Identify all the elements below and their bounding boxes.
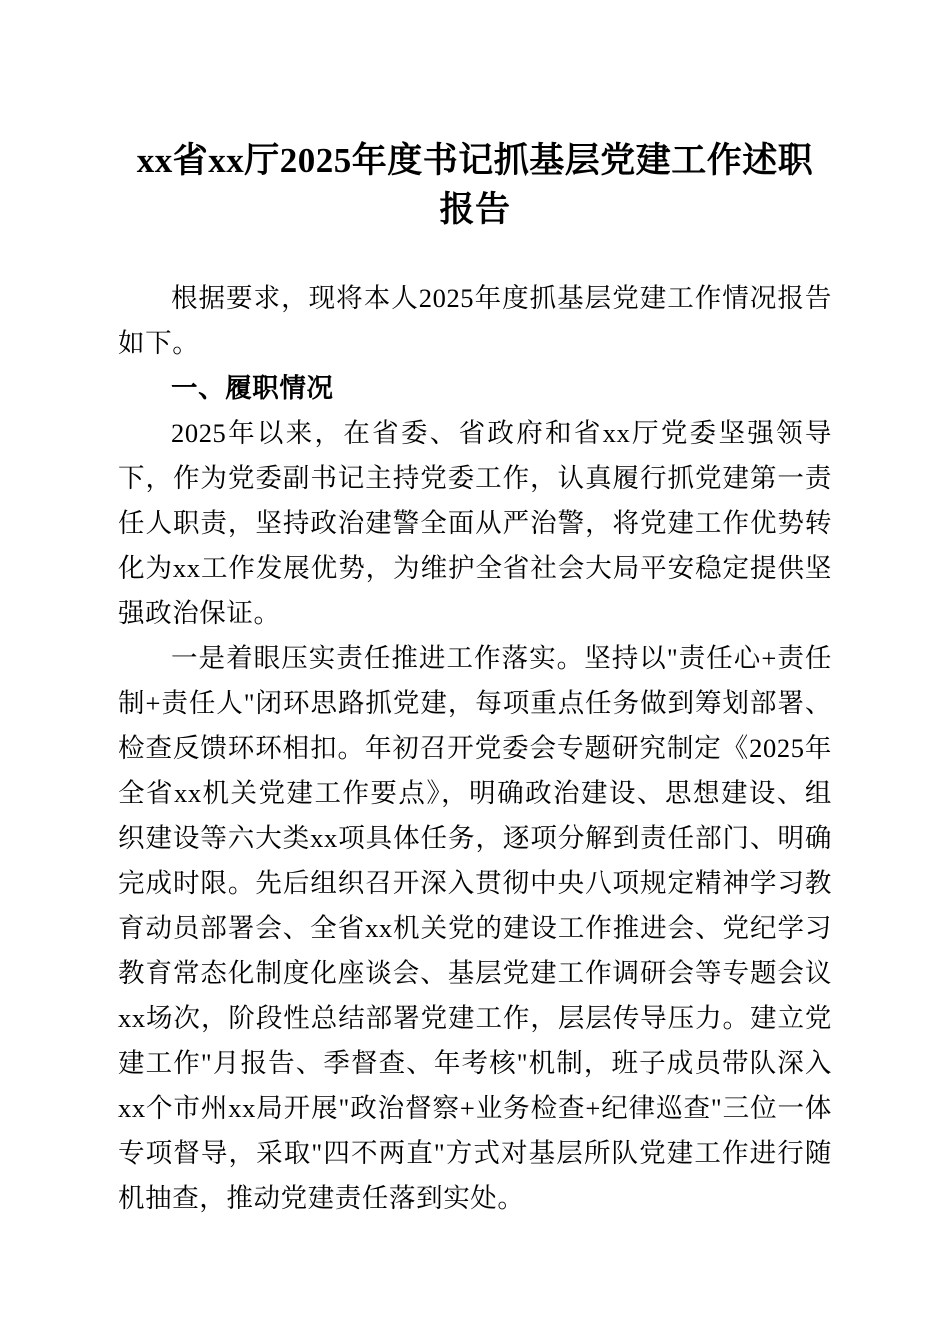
document-content [118, 0, 832, 1221]
document-body [118, 276, 832, 1221]
section-1-paragraph-1: 2025年以来，在省委、省政府和省xx厅党委坚强领导下，作为党委副书记主持党委工作，认真履行抓党建第一责任人职责，坚持政治建警全面从严治警，将党建工作优势转化为xx工作发展优势，为维护全省社会大局平安稳定提供坚强政治保证。 [118, 418, 832, 628]
intro-paragraph: 根据要求，现将本人2025年度抓基层党建工作情况报告如下。 [118, 283, 832, 358]
page-title [118, 0, 832, 234]
page-title-line-1: xx省xx厅2025年度书记抓基层党建工作述职 [136, 141, 814, 180]
page-title-line-2: 报告 [439, 190, 511, 229]
section-1-paragraph-2: 一是着眼压实责任推进工作落实。坚持以"责任心+责任制+责任人"闭环思路抓党建，每项重点任务做到筹划部署、检查反馈环环相扣。年初召开党委会专题研究制定《2025年全省xx机关党建工作要点》，明确政治建设、思想建设、组织建设等六大类xx项具体任务，逐项分解到责任部门、明确完成时限。先后组织召开深入贯彻中央八项规定精神学习教育动员部署会、全省xx机关党的建设工作推进会、党纪学习教育常态化制度化座谈会、基层党建工作调研会等专题会议xx场次，阶段性总结部署党建工作，层层传导压力。建立党建工作"月报告、季督查、年考核"机制，班子成员带队深入xx个市州xx局开展"政治督察+业务检查+纪律巡查"三位一体专项督导，采取"四不两直"方式对基层所队党建工作进行随机抽查，推动党建责任落到实处。 [118, 643, 832, 1213]
section-heading-1: 一、履职情况 [171, 373, 334, 403]
